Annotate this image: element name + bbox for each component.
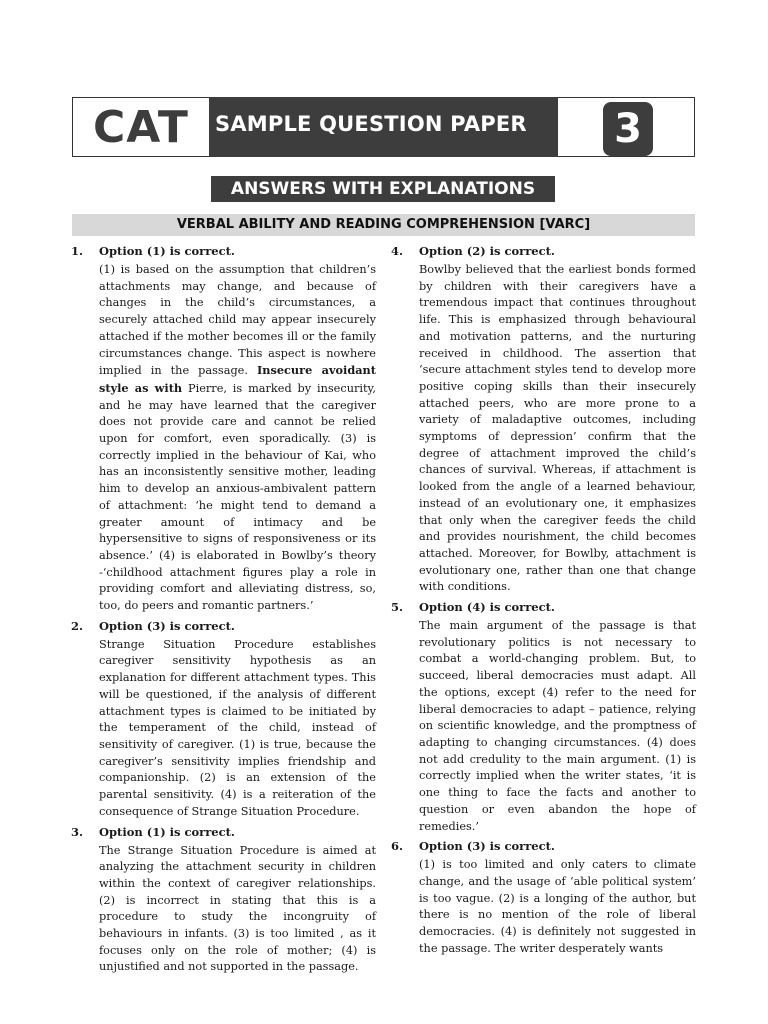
paper-title: SAMPLE QUESTION PAPER (215, 112, 527, 136)
header-box (72, 97, 695, 157)
answer-heading: Option (4) is correct. (419, 600, 555, 615)
answer-heading: Option (2) is correct. (419, 244, 555, 258)
answer-number: 3. (71, 824, 84, 839)
left-column (71, 243, 376, 976)
answer-item (391, 243, 696, 596)
answers-banner: ANSWERS WITH EXPLANATIONS (211, 176, 555, 202)
cat-logo: CAT (93, 102, 189, 153)
answer-explanation: (1) is too limited and only caters to climate change, and the usage of ‘able political system’ is too vague. (2) is a longing of the author, but there is no mention of the role of liberal democracies. (4) is definitely not suggested in the passage. The writer desperately wants (419, 858, 696, 955)
section-heading: VERBAL ABILITY AND READING COMPREHENSION [VARC] (72, 214, 695, 236)
answer-number: 6. (391, 839, 404, 854)
answer-explanation: The main argument of the passage is that revolutionary politics is not necessary to combat a world-changing problem. But, to succeed, liberal democracies must adapt. All the options, except (4) refer to the need for liberal democracies to adapt – patience, relying on scientific knowledge, and the promptness of adapting to changing circumstances. (4) does not add credulity to the main argument. (1) is correctly implied when the writer states, ‘it is one thing to face the facts and another to question or even abandon the hope of remedies.’ (419, 619, 696, 833)
answer-explanation: The Strange Situation Procedure is aimed at analyzing the attachment security in children within the context of caregiver relationships. (2) is incorrect in stating that this is a procedure to study the incongruity of behaviours in infants. (3) is too limited , as it focuses only on the role of mother; (4) is unjustified and not supported in the passage. (99, 843, 376, 974)
explanation-text: Pierre, is marked by insecurity, and he may have learned that the caregiver does not provide care and cannot be relied upon for comfort, even sporadically. (3) is correctly implied in the behaviour of Kai, who has an inconsistently sensitive mother, leading him to develop an anxious-ambivalent pattern of attachment: ‘he might tend to demand a greater amount of intimacy and be hypersensitive to signs of responsiveness or its absence.’ (4) is elaborated in Bowlby’s theory -‘childhood attachment figures play a role in providing comfort and alleviating distress, so, too, do peers and romantic partners.’ (99, 381, 376, 613)
answer-heading: Option (1) is correct. (99, 824, 235, 839)
answer-item (391, 838, 696, 957)
explanation-text: (1) is based on the assumption that children’s attachments may change, and because of changes in the child’s circumstances, a securely attached child may appear insecurely attached if the mother becomes ill or the family circumstances change. This aspect is nowhere implied in the passage. (99, 263, 376, 378)
answer-number: 1. (71, 244, 84, 258)
answer-number: 4. (391, 244, 404, 258)
answer-heading: Option (3) is correct. (419, 839, 555, 854)
answer-explanation (99, 262, 376, 615)
answer-explanation: Strange Situation Procedure establishes caregiver sensitivity hypothesis as an explanation for different attachment types. This will be questioned, if the analysis of different attachment types is claimed to be initiated by the temperament of the child, instead of sensitivity of caregiver. (1) is true, because the caregiver’s sensitivity implies friendship and companionship. (2) is an extension of the parental sensitivity. (4) is a reiteration of the consequence of Strange Situation Procedure. (99, 637, 376, 818)
paper-number-badge: 3 (603, 102, 653, 156)
answer-heading: Option (1) is correct. (99, 244, 235, 258)
answer-item (71, 243, 376, 615)
answer-item (71, 618, 376, 821)
right-column (391, 243, 696, 957)
answer-number: 5. (391, 600, 404, 615)
explanation-bold-text: Insecure avoidant style as with (99, 363, 376, 395)
answer-number: 2. (71, 618, 84, 633)
title-band (209, 97, 558, 157)
answer-item (391, 599, 696, 835)
answer-heading: Option (3) is correct. (99, 618, 235, 633)
answer-item (71, 824, 376, 977)
answer-explanation: Bowlby believed that the earliest bonds formed by children with their caregivers have a tremendous impact that continues throughout life. This is emphasized through behavioural and motivation patterns, and the nurturing received in childhood. The assertion that ‘secure attachment styles tend to develop more positive coping skills than their insecurely attached peers, who are more prone to a variety of maladaptive outcomes, including symptoms of depression’ confirm that the degree of attachment improved the child’s chances of survival. Whereas, if attachment is looked from the angle of a learned behaviour, instead of an evolutionary one, it emphasizes that only when the caregiver feeds the child and provides nourishment, the child becomes attached. Moreover, for Bowlby, attachment is evolutionary one, rather than one that change with conditions. (419, 263, 696, 594)
